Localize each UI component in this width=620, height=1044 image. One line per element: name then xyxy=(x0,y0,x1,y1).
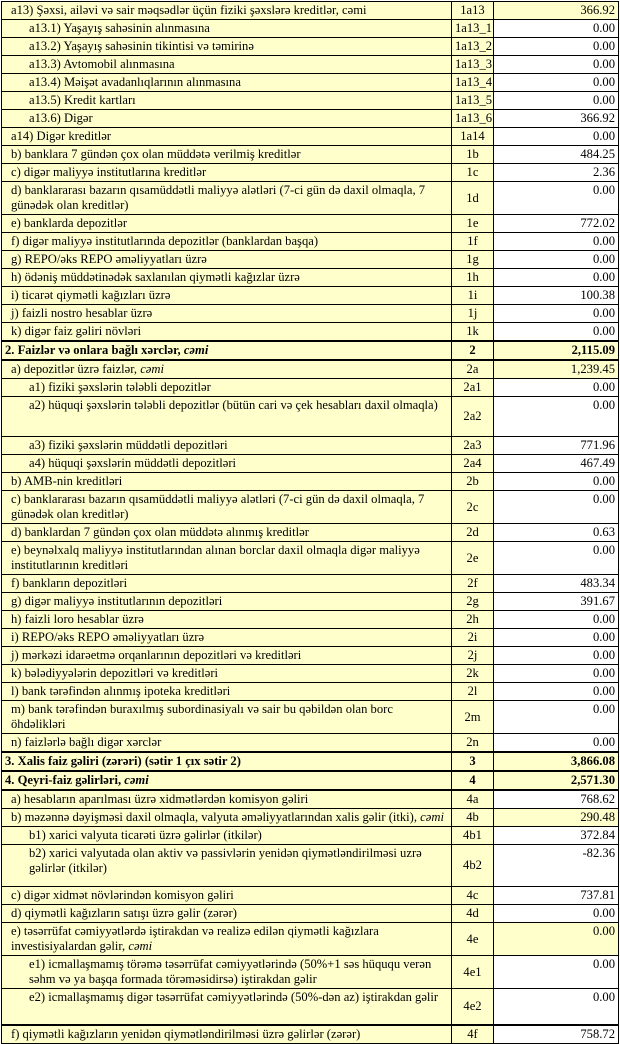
row-value: 0.00 xyxy=(494,989,619,1025)
row-value: 0.63 xyxy=(494,524,619,542)
row-code: 2j xyxy=(452,647,494,665)
table-row xyxy=(2,20,619,38)
row-value: 0.00 xyxy=(494,233,619,251)
row-value: 0.00 xyxy=(494,734,619,753)
row-value: 2.36 xyxy=(494,164,619,182)
table-row xyxy=(2,473,619,491)
row-value: 0.00 xyxy=(494,629,619,647)
table-row xyxy=(2,397,619,437)
row-label: h) ödəniş müddətinədək saxlanılan qiymətli kağızlar üzrə xyxy=(2,269,452,287)
table-row xyxy=(2,905,619,923)
row-code: 2a3 xyxy=(452,437,494,455)
row-label: 3. Xalis faiz gəliri (zərəri) (sətir 1 çıx sətir 2) xyxy=(2,752,452,771)
table-row xyxy=(2,379,619,397)
row-label: b) banklara 7 gündən çox olan müddətə verilmiş kreditlər xyxy=(2,146,452,164)
row-value: 0.00 xyxy=(494,491,619,524)
row-code: 1j xyxy=(452,305,494,323)
row-label: a13) Şəxsi, ailəvi və sair məqsədlər üçün fiziki şəxslərə kreditlər, cəmi xyxy=(2,2,452,20)
row-label: a) hesabların aparılması üzrə xidmətlərdən komisyon gəliri xyxy=(2,790,452,809)
row-value: 0.00 xyxy=(494,379,619,397)
row-label: d) banklardan 7 gündən çox olan müddətə alınmış kreditlər xyxy=(2,524,452,542)
table-row xyxy=(2,809,619,827)
table-row xyxy=(2,110,619,128)
row-code: 4b1 xyxy=(452,827,494,845)
row-value: 0.00 xyxy=(494,305,619,323)
row-label: n) faizlərlə bağlı digər xərclər xyxy=(2,734,452,753)
row-value: 0.00 xyxy=(494,38,619,56)
table-row xyxy=(2,1025,619,1044)
row-label: d) banklararası bazarın qısamüddətli maliyyə alətləri (7-ci gün də daxil olmaqla, 7 günədək olan kreditlər) xyxy=(2,182,452,215)
row-code: 3 xyxy=(452,752,494,771)
row-code: 4e2 xyxy=(452,989,494,1025)
row-code: 4b2 xyxy=(452,845,494,887)
table-row xyxy=(2,701,619,734)
table-row xyxy=(2,683,619,701)
row-value: 0.00 xyxy=(494,647,619,665)
row-label: e) banklarda depozitlər xyxy=(2,215,452,233)
table-row xyxy=(2,524,619,542)
row-label: j) faizli nostro hesablar üzrə xyxy=(2,305,452,323)
row-code: 4a xyxy=(452,790,494,809)
row-code: 1k xyxy=(452,323,494,342)
row-label: f) qiymətli kağızların yenidən qiymətləndirilməsi üzrə gəlirlər (zərər) xyxy=(2,1025,452,1044)
table-row xyxy=(2,542,619,575)
table-row xyxy=(2,182,619,215)
row-label: e2) icmallaşmamış digər təsərrüfat cəmiyyətlərində (50%-dən az) iştirakdan gəlir xyxy=(2,989,452,1025)
table-row xyxy=(2,771,619,790)
row-code: 4 xyxy=(452,771,494,790)
row-value: 0.00 xyxy=(494,182,619,215)
row-code: 1a13 xyxy=(452,2,494,20)
row-label: b2) xarici valyutada olan aktiv və passivlərin yenidən qiymətləndirilməsi uzrə gəlirlər (itkilər) xyxy=(2,845,452,887)
row-value: 0.00 xyxy=(494,923,619,956)
row-label: g) digər maliyyə institutlarının depozitləri xyxy=(2,593,452,611)
row-code: 4f xyxy=(452,1025,494,1044)
row-value: 0.00 xyxy=(494,251,619,269)
row-label: a13.6) Digər xyxy=(2,110,452,128)
row-value: 2,115.09 xyxy=(494,341,619,360)
row-value: 1,239.45 xyxy=(494,360,619,379)
row-code: 2l xyxy=(452,683,494,701)
row-value: 0.00 xyxy=(494,665,619,683)
row-code: 1a13_4 xyxy=(452,74,494,92)
row-value: 0.00 xyxy=(494,269,619,287)
table-row xyxy=(2,956,619,989)
row-value: 0.00 xyxy=(494,92,619,110)
row-label: j) mərkəzi idarəetmə orqanlarının depozitləri və kreditləri xyxy=(2,647,452,665)
table-row xyxy=(2,845,619,887)
row-label: b) AMB-nin kreditləri xyxy=(2,473,452,491)
table-row xyxy=(2,455,619,473)
row-label: a13.5) Kredit kartları xyxy=(2,92,452,110)
row-value: 0.00 xyxy=(494,473,619,491)
row-label: a13.1) Yaşayış sahəsinin alınmasına xyxy=(2,20,452,38)
row-value: 0.00 xyxy=(494,56,619,74)
row-label: a2) hüquqi şəxslərin tələbli depozitlər (bütün cari və çek hesabları daxil olmaqla) xyxy=(2,397,452,437)
row-value: -82.36 xyxy=(494,845,619,887)
row-value: 768.62 xyxy=(494,790,619,809)
row-label: f) digər maliyyə institutlarında depozitlər (banklardan başqa) xyxy=(2,233,452,251)
row-value: 366.92 xyxy=(494,2,619,20)
row-code: 2 xyxy=(452,341,494,360)
row-label: 4. Qeyri-faiz gəlirləri, cəmi xyxy=(2,771,452,790)
row-code: 2a1 xyxy=(452,379,494,397)
row-label: k) digər faiz gəliri növləri xyxy=(2,323,452,342)
row-code: 1a13_5 xyxy=(452,92,494,110)
row-label: c) digər xidmət növlərindən komisyon gəliri xyxy=(2,887,452,905)
row-value: 0.00 xyxy=(494,611,619,629)
table-row xyxy=(2,287,619,305)
row-code: 2c xyxy=(452,491,494,524)
row-label: a) depozitlər üzrə faizlər, cəmi xyxy=(2,360,452,379)
table-row xyxy=(2,923,619,956)
row-code: 2a xyxy=(452,360,494,379)
table-row xyxy=(2,989,619,1025)
row-label: d) qiymətli kağızların satışı üzrə gəlir (zərər) xyxy=(2,905,452,923)
row-label: c) banklararası bazarın qısamüddətli maliyyə alətləri (7-ci gün də daxil olmaqla, 7 günədək olan kreditlər) xyxy=(2,491,452,524)
row-label: a13.3) Avtomobil alınmasına xyxy=(2,56,452,74)
table-row xyxy=(2,74,619,92)
row-value: 0.00 xyxy=(494,397,619,437)
row-code: 1a14 xyxy=(452,128,494,146)
table-row xyxy=(2,437,619,455)
row-value: 0.00 xyxy=(494,128,619,146)
table-row xyxy=(2,752,619,771)
row-code: 1f xyxy=(452,233,494,251)
row-label: i) REPO/əks REPO əməliyyatları üzrə xyxy=(2,629,452,647)
row-value: 772.02 xyxy=(494,215,619,233)
table-row xyxy=(2,128,619,146)
row-label: a4) hüquqi şəxslərin müddətli depozitləri xyxy=(2,455,452,473)
row-value: 483.34 xyxy=(494,575,619,593)
row-value: 0.00 xyxy=(494,74,619,92)
row-label: i) ticarət qiymətli kağızları üzrə xyxy=(2,287,452,305)
row-label: e) təsərrüfat cəmiyyətlərdə iştirakdan və realizə edilən qiymətli kağızlara investisiyalardan gəlir, cəmi xyxy=(2,923,452,956)
row-code: 2a4 xyxy=(452,455,494,473)
row-label: l) bank tərəfindən alınmış ipoteka kreditləri xyxy=(2,683,452,701)
income-statement-table xyxy=(1,1,619,1044)
row-label: h) faizli loro hesablar üzrə xyxy=(2,611,452,629)
row-code: 2h xyxy=(452,611,494,629)
row-code: 1d xyxy=(452,182,494,215)
table-row xyxy=(2,827,619,845)
table-row xyxy=(2,146,619,164)
row-label: m) bank tərəfindən buraxılmış subordinasiyalı və sair bu qəbildən olan borc öhdəlikləri xyxy=(2,701,452,734)
row-code: 2k xyxy=(452,665,494,683)
table-row xyxy=(2,56,619,74)
table-row xyxy=(2,251,619,269)
row-code: 2a2 xyxy=(452,397,494,437)
row-label: c) digər maliyyə institutlarına kreditlər xyxy=(2,164,452,182)
table-row xyxy=(2,790,619,809)
row-value: 2,571.30 xyxy=(494,771,619,790)
row-code: 2f xyxy=(452,575,494,593)
row-value: 484.25 xyxy=(494,146,619,164)
row-value: 0.00 xyxy=(494,905,619,923)
row-code: 2g xyxy=(452,593,494,611)
row-code: 2e xyxy=(452,542,494,575)
row-value: 100.38 xyxy=(494,287,619,305)
row-label: a13.4) Məişət avadanlıqlarının alınmasına xyxy=(2,74,452,92)
row-code: 2n xyxy=(452,734,494,753)
row-value: 467.49 xyxy=(494,455,619,473)
row-code: 1a13_6 xyxy=(452,110,494,128)
row-label: 2. Faizlər və onlara bağlı xərclər, cəmi xyxy=(2,341,452,360)
table-row xyxy=(2,360,619,379)
row-code: 1h xyxy=(452,269,494,287)
row-code: 4b xyxy=(452,809,494,827)
row-label: g) REPO/əks REPO əməliyyatları üzrə xyxy=(2,251,452,269)
table-row xyxy=(2,593,619,611)
table-row xyxy=(2,491,619,524)
table-row xyxy=(2,887,619,905)
table-row xyxy=(2,305,619,323)
row-label: a13.2) Yaşayış sahəsinin tikintisi və təmirinə xyxy=(2,38,452,56)
table-row xyxy=(2,2,619,20)
row-code: 1e xyxy=(452,215,494,233)
row-value: 372.84 xyxy=(494,827,619,845)
row-code: 1b xyxy=(452,146,494,164)
row-code: 4d xyxy=(452,905,494,923)
row-value: 0.00 xyxy=(494,956,619,989)
row-value: 0.00 xyxy=(494,323,619,342)
row-code: 1i xyxy=(452,287,494,305)
table-row xyxy=(2,734,619,753)
row-value: 758.72 xyxy=(494,1025,619,1044)
row-value: 0.00 xyxy=(494,542,619,575)
row-label: e1) icmallaşmamış törəmə təsərrüfat cəmiyyətlərində (50%+1 səs hüququ verən səhm və ya başqa formada törəməsidirsə) iştirakdan gəlir xyxy=(2,956,452,989)
table-row xyxy=(2,233,619,251)
table-row xyxy=(2,215,619,233)
table-row xyxy=(2,323,619,342)
table-row xyxy=(2,92,619,110)
row-value: 0.00 xyxy=(494,701,619,734)
row-value: 0.00 xyxy=(494,20,619,38)
table-row xyxy=(2,269,619,287)
table-row xyxy=(2,647,619,665)
table-row xyxy=(2,164,619,182)
table-row xyxy=(2,575,619,593)
row-code: 1g xyxy=(452,251,494,269)
row-code: 1c xyxy=(452,164,494,182)
row-code: 4c xyxy=(452,887,494,905)
table-row xyxy=(2,341,619,360)
row-label: a1) fiziki şəxslərin tələbli depozitlər xyxy=(2,379,452,397)
row-code: 2d xyxy=(452,524,494,542)
row-label: k) bələdiyyələrin depozitləri və kreditləri xyxy=(2,665,452,683)
row-code: 1a13_2 xyxy=(452,38,494,56)
row-label: b) məzənnə dəyişməsi daxil olmaqla, valyuta əməliyyatlarından xalis gəlir (itki), cəmi xyxy=(2,809,452,827)
row-value: 771.96 xyxy=(494,437,619,455)
row-label: a14) Digər kreditlər xyxy=(2,128,452,146)
row-label: e) beynəlxalq maliyyə institutlarından alınan borclar daxil olmaqla digər maliyyə institutlarının kreditləri xyxy=(2,542,452,575)
row-value: 3,866.08 xyxy=(494,752,619,771)
row-code: 2m xyxy=(452,701,494,734)
row-label: f) bankların depozitləri xyxy=(2,575,452,593)
row-value: 391.67 xyxy=(494,593,619,611)
row-code: 2i xyxy=(452,629,494,647)
row-code: 2b xyxy=(452,473,494,491)
row-value: 737.81 xyxy=(494,887,619,905)
row-label: b1) xarici valyuta ticarəti üzrə gəlirlər (itkilər) xyxy=(2,827,452,845)
row-code: 4e1 xyxy=(452,956,494,989)
row-value: 366.92 xyxy=(494,110,619,128)
table-body xyxy=(2,2,619,1044)
row-label: a3) fiziki şəxslərin müddətli depozitləri xyxy=(2,437,452,455)
row-code: 1a13_3 xyxy=(452,56,494,74)
row-value: 0.00 xyxy=(494,683,619,701)
row-code: 4e xyxy=(452,923,494,956)
table-row xyxy=(2,665,619,683)
table-row xyxy=(2,629,619,647)
row-code: 1a13_1 xyxy=(452,20,494,38)
table-row xyxy=(2,611,619,629)
row-value: 290.48 xyxy=(494,809,619,827)
table-row xyxy=(2,38,619,56)
